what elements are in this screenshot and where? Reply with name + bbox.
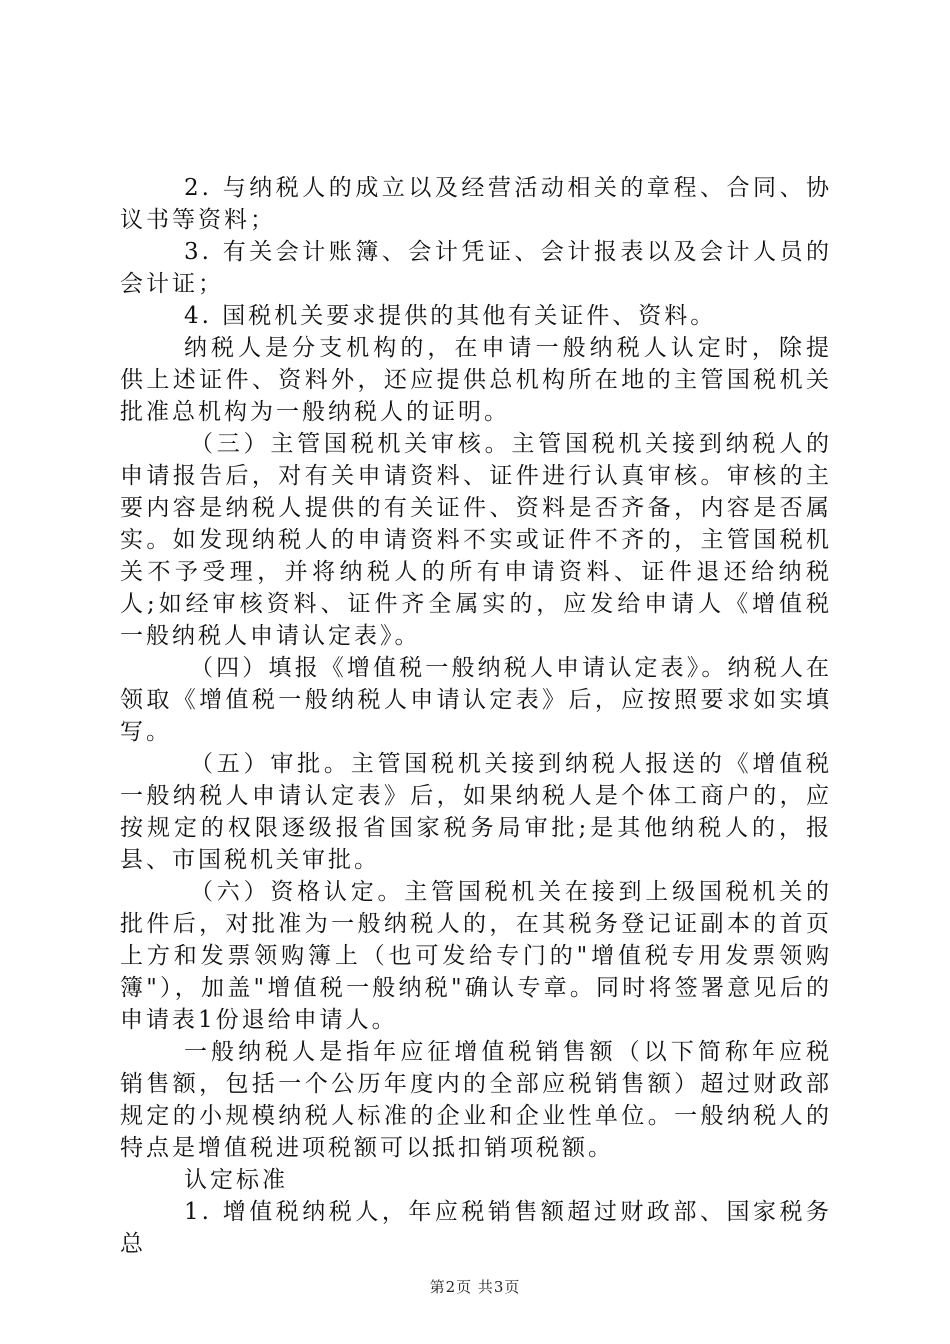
- paragraph-item-4: 4. 国税机关要求提供的其他有关证件、资料。: [184, 303, 717, 329]
- paragraph-definition: 一般纳税人是指年应征增值税销售额（以下简称年应税销售额，包括一个公历年度内的全部应税销售额）超过财政部规定的小规模纳税人标准的企业和企业性单位。一般纳税人的特点是增值税进项税额可以抵扣销项税额。: [120, 1039, 832, 1161]
- page-footer: 第2页 共3页: [429, 1278, 521, 1296]
- paragraph-section-6: （六）资格认定。主管国税机关在接到上级国税机关的批件后，对批准为一般纳税人的，在其税务登记证副本的首页上方和发票领购簿上（也可发给专门的"增值税专用发票领购簿"），加盖"增值税一般纳税"确认专章。同时将签署意见后的申请表1份退给申请人。: [120, 879, 832, 1033]
- paragraph-item-2: 2. 与纳税人的成立以及经营活动相关的章程、合同、协议书等资料；: [120, 175, 832, 233]
- paragraph-section-5: （五）审批。主管国税机关接到纳税人报送的《增值税一般纳税人申请认定表》后，如果纳税人是个体工商户的，应按规定的权限逐级报省国家税务局审批;是其他纳税人的，报县、市国税机关审批。: [120, 751, 832, 873]
- paragraph-section-3: （三）主管国税机关审核。主管国税机关接到纳税人的申请报告后，对有关申请资料、证件进行认真审核。审核的主要内容是纳税人提供的有关证件、资料是否齐备，内容是否属实。如发现纳税人的申请资料不实或证件不齐的，主管国税机关不予受理，并将纳税人的所有申请资料、证件退还给纳税人;如经审核资料、证件齐全属实的，应发给申请人《增值税一般纳税人申请认定表》。: [120, 431, 832, 649]
- paragraph-section-4: （四）填报《增值税一般纳税人申请认定表》。纳税人在领取《增值税一般纳税人申请认定表》后，应按照要求如实填写。: [120, 655, 832, 745]
- section-heading-criteria: 认定标准: [184, 1167, 288, 1193]
- paragraph-item-3: 3. 有关会计账簿、会计凭证、会计报表以及会计人员的会计证；: [120, 239, 832, 297]
- paragraph-criteria-1: 1. 增值税纳税人，年应税销售额超过财政部、国家税务总: [120, 1199, 832, 1257]
- paragraph-branch-note: 纳税人是分支机构的，在申请一般纳税人认定时，除提供上述证件、资料外，还应提供总机构所在地的主管国税机关批准总机构为一般纳税人的证明。: [120, 335, 832, 425]
- document-body: [120, 172, 832, 1260]
